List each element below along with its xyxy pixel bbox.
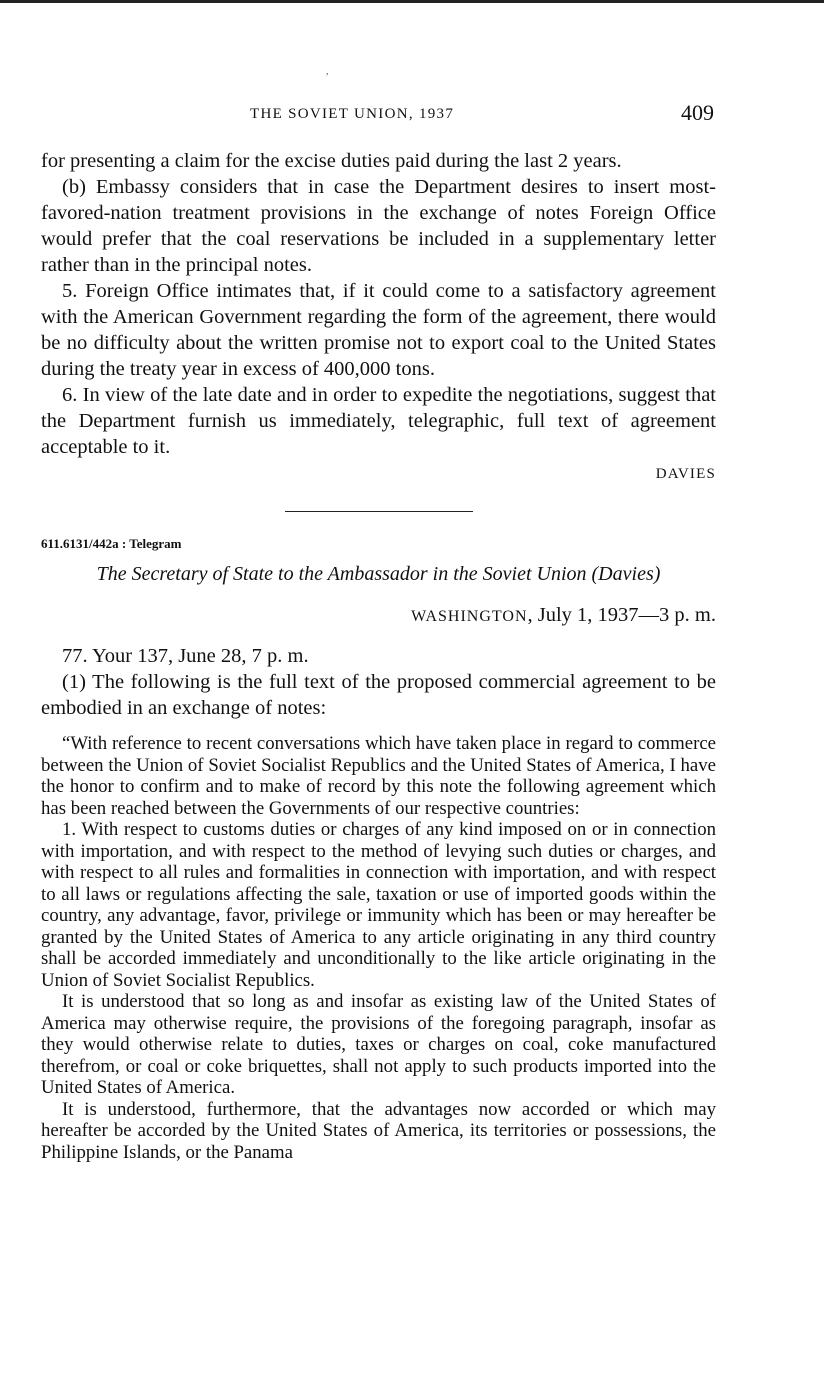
paragraph-b-coal-reservations: (b) Embassy considers that in case the Department desires to insert most-favored-nation treatment provisions in the exchange of notes Foreign Office would prefer that the coal reservations be included in a supplementary letter rather than in the principal notes. — [41, 176, 716, 276]
dateline-place: WASHINGTON — [411, 608, 528, 625]
quoted-agreement — [41, 733, 716, 1163]
file-reference: 611.6131/442a : Telegram — [41, 536, 182, 551]
page-body — [41, 148, 716, 1163]
paragraph-77-reference: 77. Your 137, June 28, 7 p. m. — [62, 645, 309, 667]
paragraph-excise-claim: for presenting a claim for the excise duties paid during the last 2 years. — [41, 150, 622, 172]
paragraph-1-full-text: (1) The following is the full text of the proposed commercial agreement to be embodied in an exchange of notes: — [41, 671, 716, 719]
page-header — [0, 100, 824, 130]
paragraph-5-foreign-office: 5. Foreign Office intimates that, if it could come to a satisfactory agreement with the American Government regarding the form of the agreement, there would be no difficulty about the written promise not to export coal to the United States during the treaty year in excess of 400,000 tons. — [41, 280, 716, 380]
paragraph-6-expedite: 6. In view of the late date and in order to expedite the negotiations, suggest that the Department furnish us immediately, telegraphic, full text of agreement acceptable to it. — [41, 384, 716, 458]
section-divider — [285, 511, 473, 512]
dateline-date: , July 1, 1937—3 p. m. — [527, 604, 716, 626]
print-mark: , — [326, 66, 329, 77]
running-head: THE SOVIET UNION, 1937 — [250, 106, 455, 122]
dateline — [41, 604, 716, 627]
quote-article-1: 1. With respect to customs duties or charges of any kind imposed on or in connection with importation, and with respect to the method of levying such duties or charges, and with respect to all rules and formalities in connection with importation, and with respect to all laws or regulations affecting the sale, taxation or use of imported goods within the country, any advantage, favor, privilege or immunity which has been or may hereafter be granted by the United States of America to any article originating in any third country shall be accorded immediately and unconditionally to the like article originating in the Union of Soviet Socialist Republics. — [41, 819, 716, 991]
quote-intro: “With reference to recent conversations which have taken place in regard to commerce between the Union of Soviet Socialist Republics and the United States of America, I have the honor to confirm and to make of record by this note the following agreement which has been reached between the Governments of our respective countries: — [41, 733, 716, 819]
document-title: The Secretary of State to the Ambassador in the Soviet Union (Davies) — [96, 563, 661, 585]
page-number: 409 — [681, 100, 714, 125]
quote-advantages: It is understood, furthermore, that the advantages now accorded or which may hereafter be accorded by the United States of America, its territories or possessions, the Philippine Islands, or the Panama — [41, 1098, 716, 1163]
signature: DAVIES — [655, 466, 716, 482]
quote-coal-exception: It is understood that so long as and insofar as existing law of the United States of America may otherwise require, the provisions of the foregoing paragraph, insofar as they would otherwise relate to duties, taxes or charges on coal, coke manufactured therefrom, or coal or coke briquettes, shall not apply to such products imported into the United States of America. — [41, 991, 716, 1098]
page-top-edge — [0, 0, 824, 3]
